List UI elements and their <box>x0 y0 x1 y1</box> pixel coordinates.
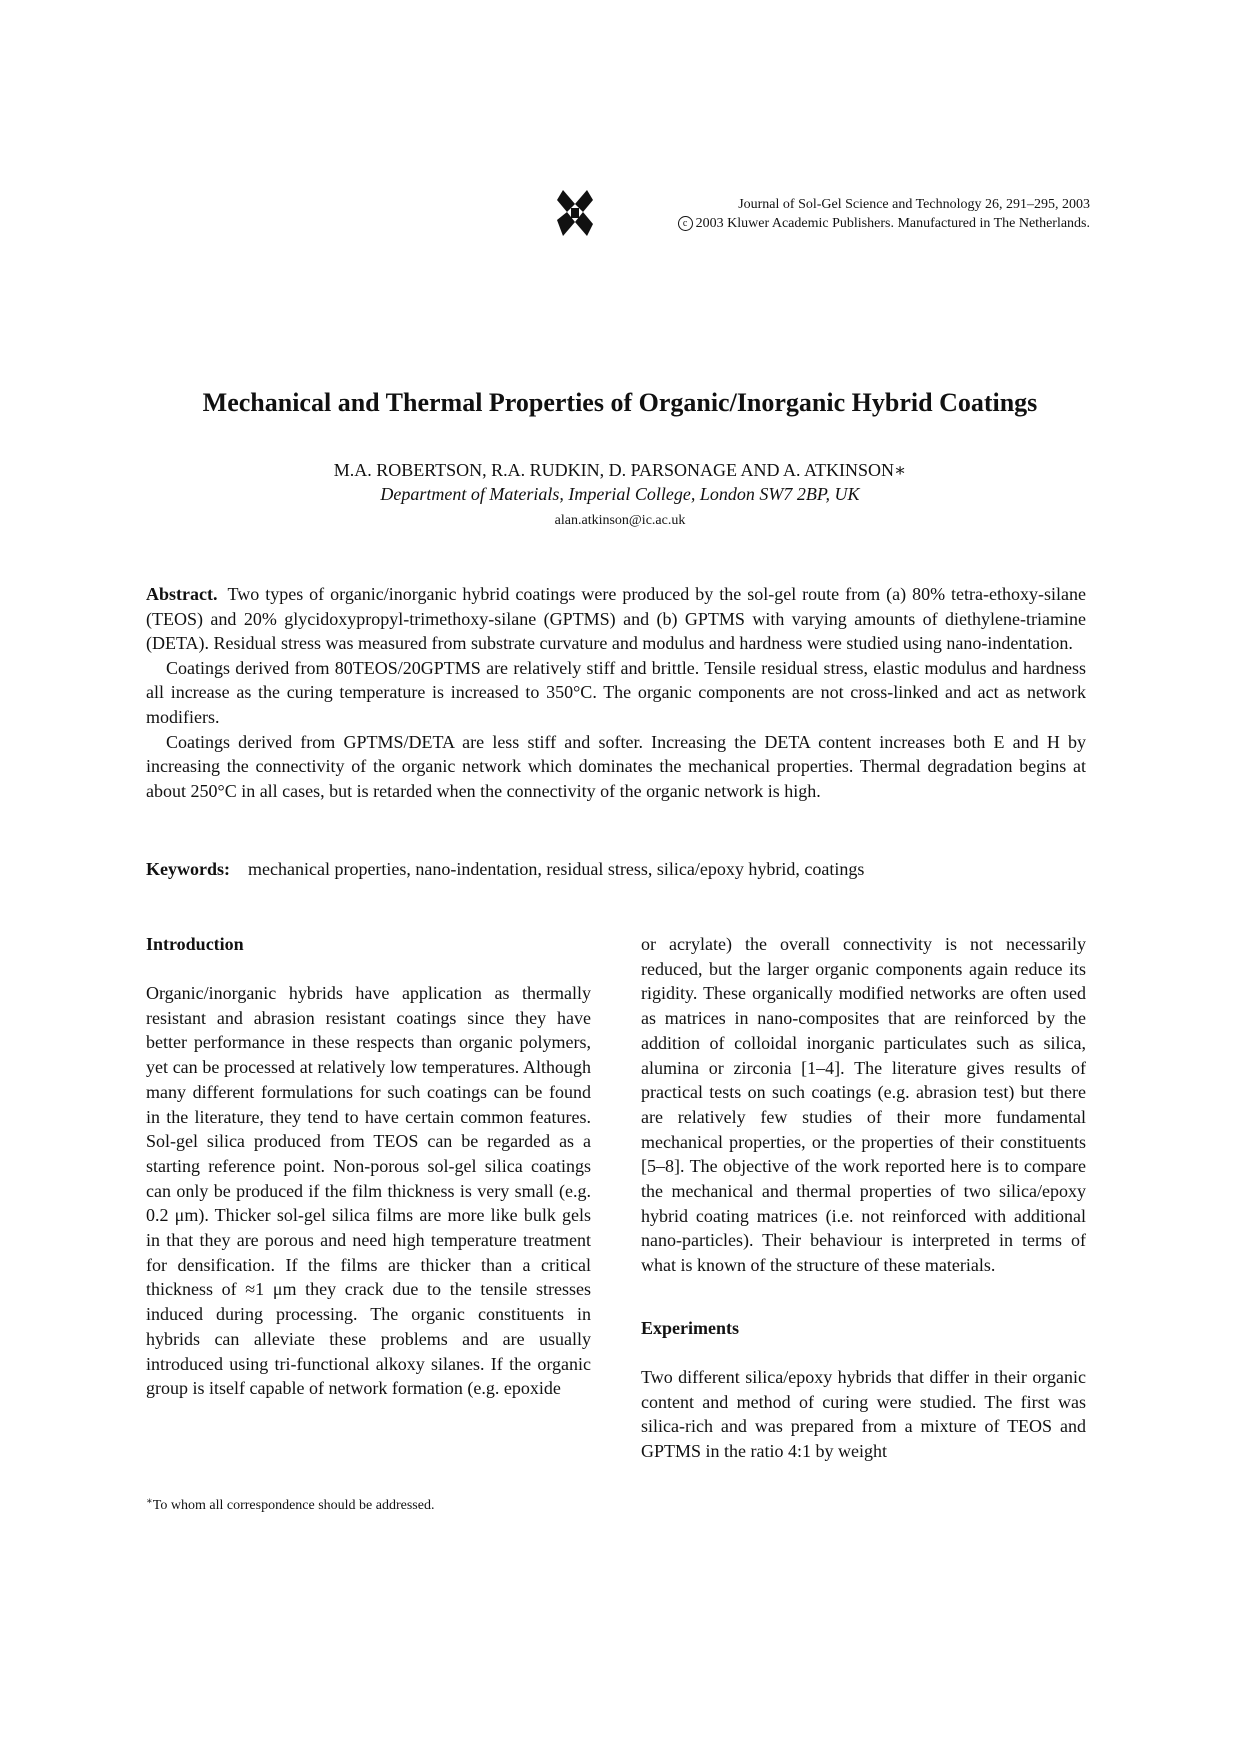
footnote-mark: ∗ <box>146 1496 153 1507</box>
footnote-text: To whom all correspondence should be addressed. <box>152 1498 435 1513</box>
journal-citation: Journal of Sol-Gel Science and Technology 26, 291–295, 2003 <box>738 197 1090 212</box>
right-column <box>641 932 1086 1464</box>
author-list: M.A. ROBERTSON, R.A. RUDKIN, D. PARSONAGE AND A. ATKINSON∗ <box>333 460 907 480</box>
journal-info <box>678 195 1090 233</box>
keywords <box>146 857 1086 881</box>
footnote <box>146 1493 591 1515</box>
abstract-label: Abstract. <box>146 584 218 604</box>
abstract-paragraph-1 <box>146 582 1086 656</box>
copyright-symbol: c <box>678 216 693 231</box>
affiliation: Department of Materials, Imperial College, London SW7 2BP, UK <box>380 484 860 504</box>
left-column <box>146 932 591 1401</box>
paper-title: Mechanical and Thermal Properties of Organic/Inorganic Hybrid Coatings <box>202 388 1038 417</box>
abstract-paragraph-3: Coatings derived from GPTMS/DETA are less stiff and softer. Increasing the DETA content increases both E and H by increasing the connectivity of the organic network which dominates the mechanical properties. Thermal degradation begins at about 250°C in all cases, but is retarded when the connectivity of the organic network is high. <box>146 731 1086 801</box>
keywords-text: mechanical properties, nano-indentation, residual stress, silica/epoxy hybrid, coatings <box>248 859 865 879</box>
contact-email: alan.atkinson@ic.ac.uk <box>554 513 686 528</box>
experiments-heading: Experiments <box>641 1317 739 1338</box>
copyright-line <box>678 214 1090 233</box>
introduction-heading: Introduction <box>146 934 244 954</box>
journal-header <box>555 190 1090 236</box>
abstract <box>146 582 1086 803</box>
introduction-paragraph: Organic/inorganic hybrids have application as thermally resistant and abrasion resistant coatings since they have better performance in these respects than organic polymers, yet can be processed at relatively low temperatures. Although many different formulations for such coatings can be found in the literature, they tend to have certain common features. Sol-gel silica produced from TEOS can be regarded as a starting reference point. Non-porous sol-gel silica coatings can only be produced if the film thickness is very small (e.g. 0.2 μm). Thicker sol-gel silica films are more like bulk gels in that they are porous and need high temperature treatment for densification. If the films are thicker than a critical thickness of ≈1 μm they crack due to the tensile stresses induced during processing. The organic constituents in hybrids can alleviate these problems and are usually introduced using tri-functional alkoxy silanes. If the organic group is itself capable of network formation (e.g. epoxide <box>146 983 591 1399</box>
publisher-logo-icon <box>555 190 595 236</box>
abstract-text-1: Two types of organic/inorganic hybrid coatings were produced by the sol-gel route from (a) 80% tetra-ethoxy-silane (TEOS) and 20% glycidoxypropyl-trimethoxy-silane (GPTMS) and (b) GPTMS with varying amounts of diethylene-triamine (DETA). Residual stress was measured from substrate curvature and modulus and hardness were studied using nano-indentation. <box>146 584 1086 654</box>
abstract-paragraph-2: Coatings derived from 80TEOS/20GPTMS are relatively stiff and brittle. Tensile residual stress, elastic modulus and hardness all increase as the curing temperature is increased to 350°C. The organic components are not cross-linked and act as network modifiers. <box>146 657 1086 727</box>
copyright-text: 2003 Kluwer Academic Publishers. Manufactured in The Netherlands. <box>695 216 1090 231</box>
keywords-label: Keywords: <box>146 859 230 879</box>
experiments-paragraph: Two different silica/epoxy hybrids that differ in their organic content and method of curing were studied. The first was silica-rich and was prepared from a mixture of TEOS and GPTMS in the ratio 4:1 by weight <box>641 1366 1086 1461</box>
introduction-paragraph-continued: or acrylate) the overall connectivity is not necessarily reduced, but the larger organic components again reduce its rigidity. These organically modified networks are often used as matrices in nano-composites that are reinforced by the addition of colloidal inorganic particulates such as silica, alumina or zirconia [1–4]. The literature gives results of practical tests on such coatings (e.g. abrasion test) but there are relatively few studies of their more fundamental mechanical properties, or the properties of their constituents [5–8]. The objective of the work reported here is to compare the mechanical and thermal properties of two silica/epoxy hybrid coating matrices (i.e. not reinforced with additional nano-particles). Their behaviour is interpreted in terms of what is known of the structure of these materials. <box>641 934 1086 1276</box>
